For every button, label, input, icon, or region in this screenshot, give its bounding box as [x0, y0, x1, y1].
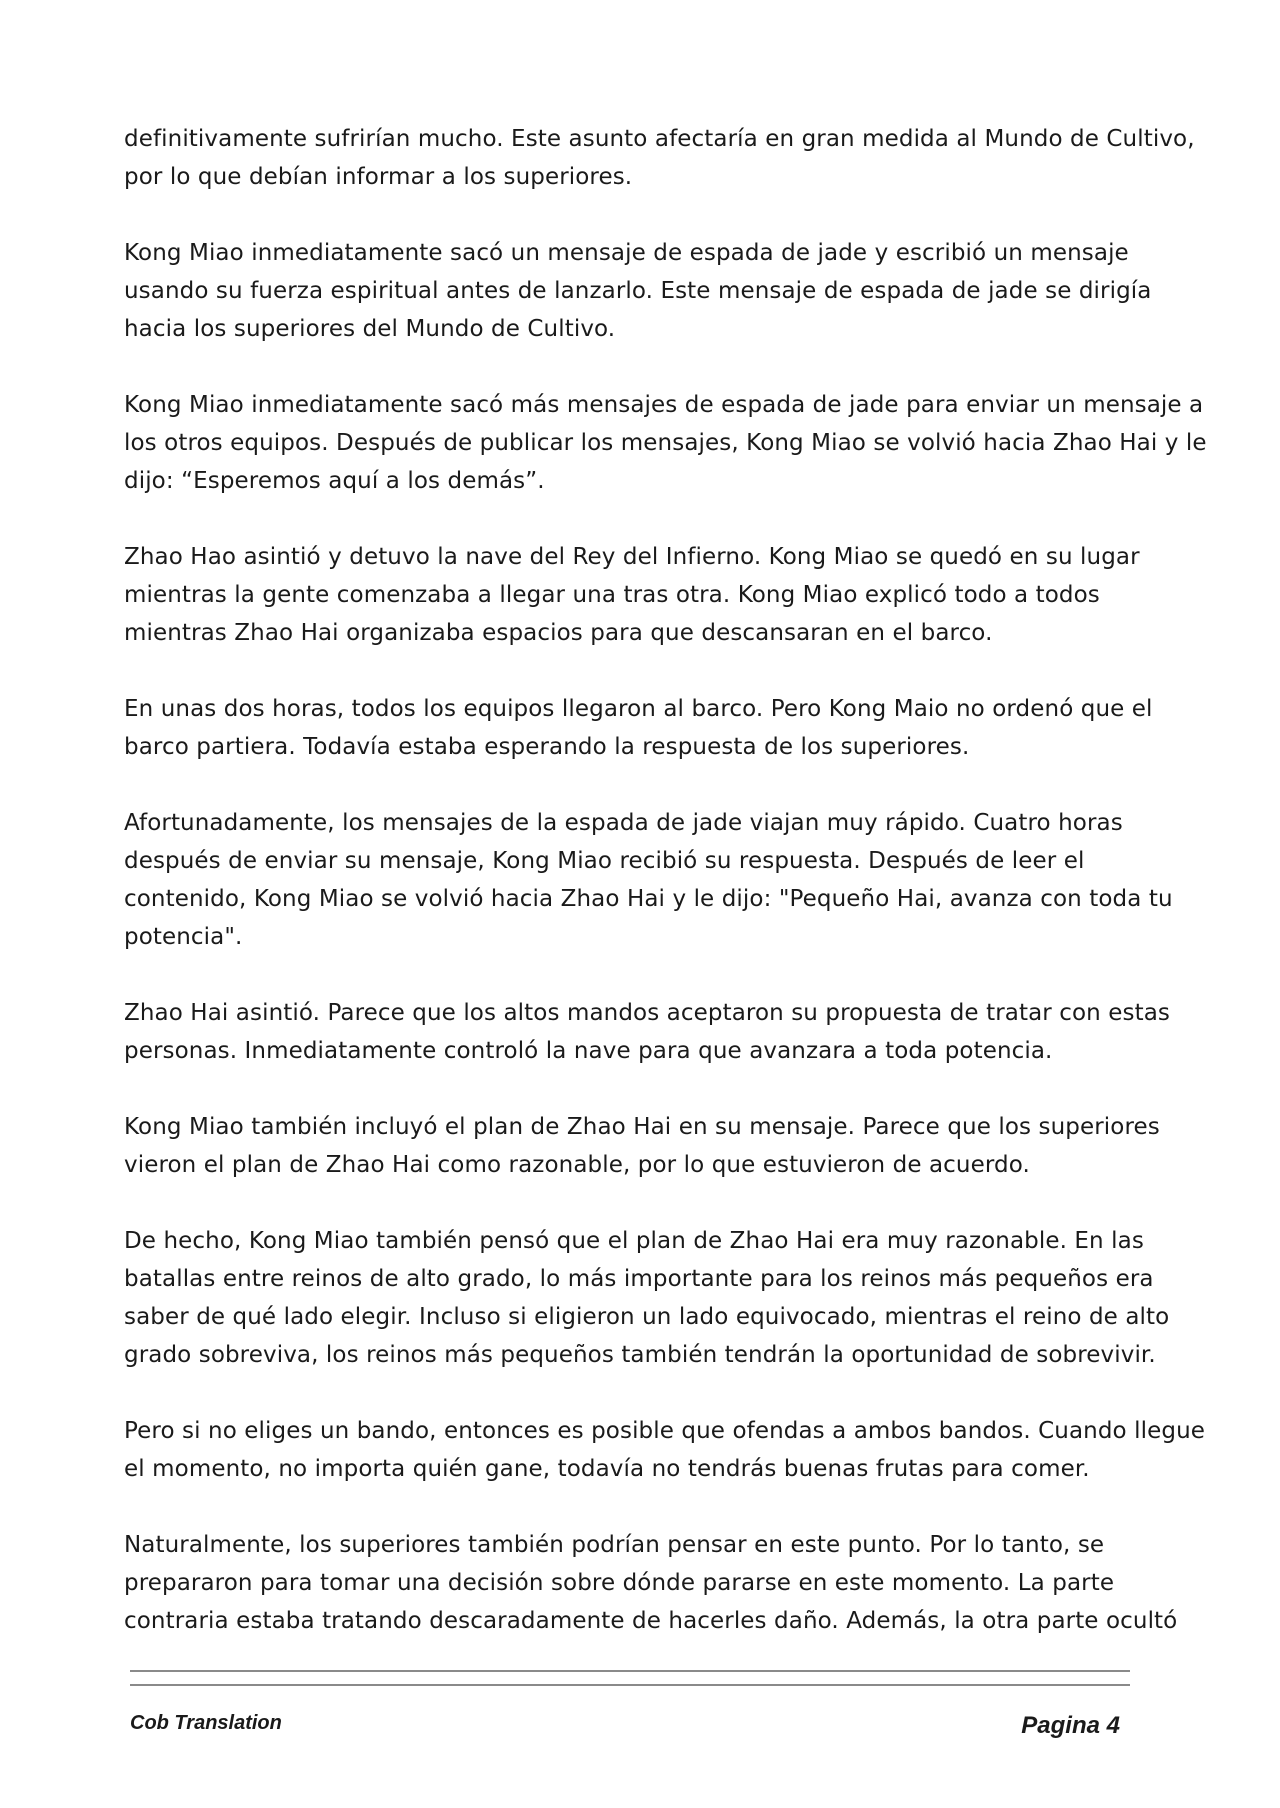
- paragraph-line: saber de qué lado elegir. Incluso si eligieron un lado equivocado, mientras el reino de alto: [124, 1304, 1170, 1330]
- paragraph-line: mientras Zhao Hai organizaba espacios para que descansaran en el barco.: [124, 620, 993, 646]
- footer-page-number: Pagina 4: [1021, 1712, 1120, 1739]
- paragraph-line: definitivamente sufrirían mucho. Este asunto afectaría en gran medida al Mundo de Cultivo,: [124, 126, 1195, 152]
- paragraph: [124, 386, 1207, 500]
- footer-publisher: Cob Translation: [130, 1712, 282, 1734]
- paragraph-line: hacia los superiores del Mundo de Cultivo.: [124, 316, 616, 342]
- paragraph-line: el momento, no importa quién gane, todavía no tendrás buenas frutas para comer.: [124, 1456, 1090, 1482]
- body-text: [124, 120, 1207, 1678]
- paragraph-line: usando su fuerza espiritual antes de lanzarlo. Este mensaje de espada de jade se dirigía: [124, 278, 1152, 304]
- paragraph-line: Kong Miao inmediatamente sacó más mensajes de espada de jade para enviar un mensaje a: [124, 392, 1204, 418]
- paragraph-line: batallas entre reinos de alto grado, lo más importante para los reinos más pequeños era: [124, 1266, 1154, 1292]
- paragraph-line: Kong Miao también incluyó el plan de Zhao Hai en su mensaje. Parece que los superiores: [124, 1114, 1160, 1140]
- paragraph-line: Naturalmente, los superiores también podrían pensar en este punto. Por lo tanto, se: [124, 1532, 1105, 1558]
- paragraph-line: mientras la gente comenzaba a llegar una tras otra. Kong Miao explicó todo a todos: [124, 582, 1100, 608]
- paragraph: [124, 538, 1144, 652]
- paragraph-line: De hecho, Kong Miao también pensó que el plan de Zhao Hai era muy razonable. En las: [124, 1228, 1144, 1254]
- paragraph-line: prepararon para tomar una decisión sobre dónde pararse en este momento. La parte: [124, 1570, 1115, 1596]
- footer-rule-top: [130, 1670, 1130, 1672]
- paragraph: [124, 1108, 1160, 1184]
- footer-rule-bottom: [130, 1684, 1130, 1686]
- paragraph: [124, 120, 1195, 196]
- paragraph-line: En unas dos horas, todos los equipos llegaron al barco. Pero Kong Maio no ordenó que el: [124, 696, 1153, 722]
- paragraph-line: Kong Miao inmediatamente sacó un mensaje de espada de jade y escribió un mensaje: [124, 240, 1129, 266]
- paragraph-line: vieron el plan de Zhao Hai como razonable, por lo que estuvieron de acuerdo.: [124, 1152, 1030, 1178]
- paragraph: [124, 804, 1173, 956]
- paragraph-line: Afortunadamente, los mensajes de la espada de jade viajan muy rápido. Cuatro horas: [124, 810, 1123, 836]
- paragraph-line: barco partiera. Todavía estaba esperando la respuesta de los superiores.: [124, 734, 970, 760]
- paragraph-line: potencia".: [124, 924, 243, 950]
- paragraph-line: Zhao Hai asintió. Parece que los altos mandos aceptaron su propuesta de tratar con estas: [124, 1000, 1170, 1026]
- paragraph: [124, 1222, 1170, 1374]
- paragraph-line: personas. Inmediatamente controló la nave para que avanzara a toda potencia.: [124, 1038, 1053, 1064]
- paragraph-line: Pero si no eliges un bando, entonces es posible que ofendas a ambos bandos. Cuando llegue: [124, 1418, 1205, 1444]
- paragraph: [124, 690, 1153, 766]
- paragraph-line: dijo: “Esperemos aquí a los demás”.: [124, 468, 545, 494]
- paragraph: [124, 1526, 1178, 1640]
- paragraph-line: por lo que debían informar a los superiores.: [124, 164, 633, 190]
- paragraph-line: después de enviar su mensaje, Kong Miao recibió su respuesta. Después de leer el: [124, 848, 1085, 874]
- paragraph: [124, 1412, 1205, 1488]
- paragraph-line: los otros equipos. Después de publicar los mensajes, Kong Miao se volvió hacia Zhao Hai y le: [124, 430, 1207, 456]
- paragraph: [124, 994, 1170, 1070]
- paragraph-line: Zhao Hao asintió y detuvo la nave del Rey del Infierno. Kong Miao se quedó en su lugar: [124, 544, 1140, 570]
- paragraph-line: contraria estaba tratando descaradamente de hacerles daño. Además, la otra parte ocultó: [124, 1608, 1178, 1634]
- paragraph-line: grado sobreviva, los reinos más pequeños también tendrán la oportunidad de sobrevivir.: [124, 1342, 1156, 1368]
- paragraph: [124, 234, 1152, 348]
- paragraph-line: contenido, Kong Miao se volvió hacia Zhao Hai y le dijo: "Pequeño Hai, avanza con toda tu: [124, 886, 1173, 912]
